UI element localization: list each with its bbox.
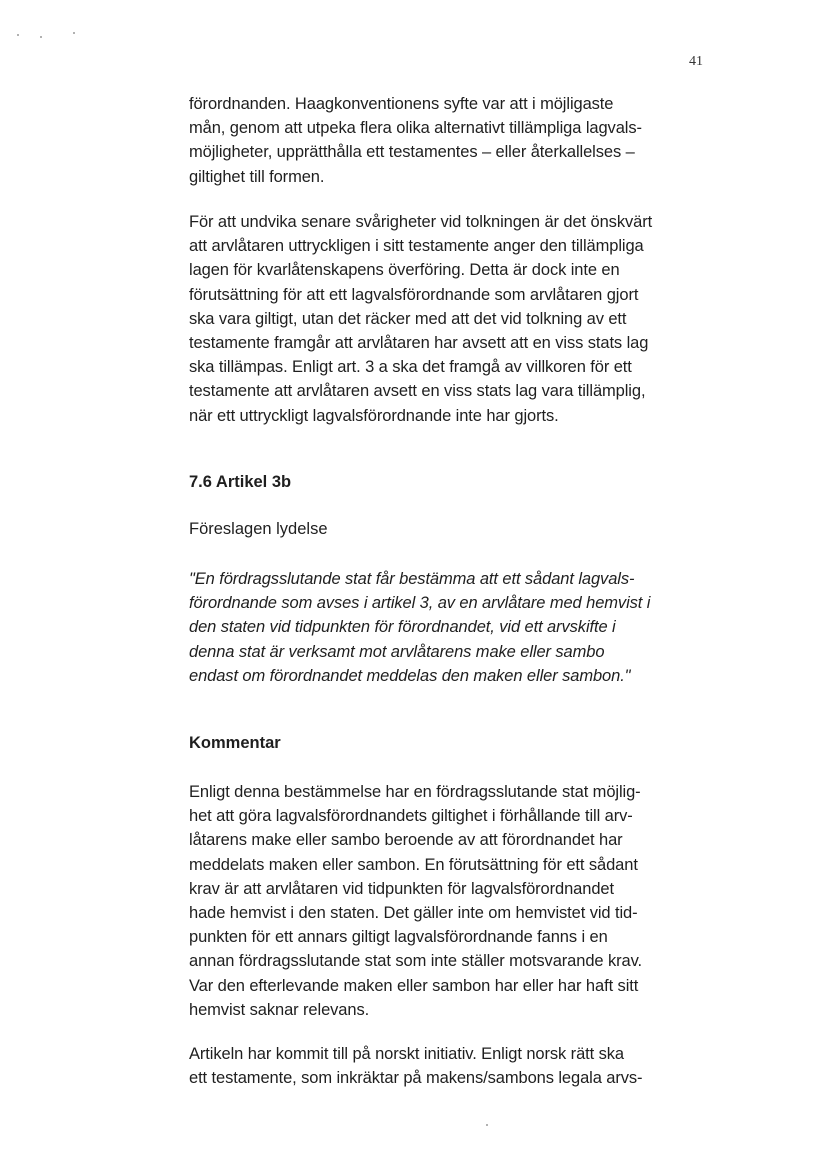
text-line: meddelats maken eller sambon. En förutsättning för ett sådant	[189, 855, 638, 874]
text-line: Artikeln har kommit till på norskt initiativ. Enligt norsk rätt ska	[189, 1045, 624, 1063]
text-line: annan fördragsslutande stat som inte ställer motsvarande krav.	[189, 952, 642, 971]
scan-speck	[40, 36, 42, 38]
quote-line: "En fördragsslutande stat får bestämma att ett sådant lagvals-	[189, 570, 635, 588]
text-line: att arvlåtaren uttryckligen i sitt testamente anger den tillämpliga	[189, 237, 644, 256]
quote-line: förordnande som avses i artikel 3, av en arvlåtare med hemvist i	[189, 594, 651, 613]
text-line: krav är att arvlåtaren vid tidpunkten för lagvalsförordnandet	[189, 879, 614, 898]
quote-line: den staten vid tidpunkten för förordnandet, vid ett arvskifte i	[189, 618, 616, 637]
text-line: möjligheter, upprätthålla ett testamentes – eller återkallelses –	[189, 143, 635, 162]
text-line: ett testamente, som inkräktar på makens/sambons legala arvs-	[189, 1069, 643, 1088]
proposed-wording-label: Föreslagen lydelse	[189, 520, 328, 538]
text-line: lagen för kvarlåtenskapens överföring. Detta är dock inte en	[189, 261, 620, 280]
text-line: För att undvika senare svårigheter vid tolkningen är det önskvärt	[189, 213, 653, 231]
text-line: förutsättning för att ett lagvalsförordnande som arvlåtaren gjort	[189, 285, 639, 304]
text-line: testamente att arvlåtaren avsett en viss stats lag vara tillämplig,	[189, 382, 646, 401]
comment-heading: Kommentar	[189, 734, 281, 752]
quote-line: endast om förordnandet meddelas den maken eller sambon."	[189, 666, 631, 685]
scan-speck	[17, 34, 19, 36]
text-line: Enligt denna bestämmelse har en fördragsslutande stat möjlig-	[189, 783, 641, 801]
proposed-wording-quote	[189, 567, 729, 688]
paragraph-2	[189, 210, 729, 428]
page-number: 41	[689, 54, 703, 69]
text-line: het att göra lagvalsförordnandets giltighet i förhållande till arv-	[189, 807, 633, 826]
scan-speck	[73, 32, 75, 34]
quote-line: denna stat är verksamt mot arvlåtarens make eller sambo	[189, 642, 605, 661]
text-line: förordnanden. Haagkonventionens syfte var att i möjligaste	[189, 95, 614, 113]
text-line: testamente framgår att arvlåtaren har avsett att en viss stats lag	[189, 334, 649, 353]
section-heading: 7.6 Artikel 3b	[189, 473, 292, 491]
scan-speck	[486, 1124, 488, 1126]
paragraph-1	[189, 92, 729, 189]
text-line: punkten för ett annars giltigt lagvalsförordnande fanns i en	[189, 928, 608, 947]
text-line: giltighet till formen.	[189, 167, 325, 186]
paragraph-4	[189, 1042, 729, 1090]
text-line: när ett uttryckligt lagvalsförordnande inte har gjorts.	[189, 406, 559, 425]
text-line: hade hemvist i den staten. Det gäller inte om hemvistet vid tid-	[189, 904, 638, 923]
text-line: ska tillämpas. Enligt art. 3 a ska det framgå av villkoren för ett	[189, 358, 632, 377]
text-line: låtarens make eller sambo beroende av att förordnandet har	[189, 831, 623, 850]
text-line: ska vara giltigt, utan det räcker med att det vid tolkning av ett	[189, 309, 627, 328]
text-line: hemvist saknar relevans.	[189, 1000, 370, 1019]
text-line: mån, genom att utpeka flera olika alternativt tillämpliga lagvals-	[189, 119, 642, 138]
paragraph-3	[189, 780, 729, 1022]
text-line: Var den efterlevande maken eller sambon har eller har haft sitt	[189, 976, 639, 995]
